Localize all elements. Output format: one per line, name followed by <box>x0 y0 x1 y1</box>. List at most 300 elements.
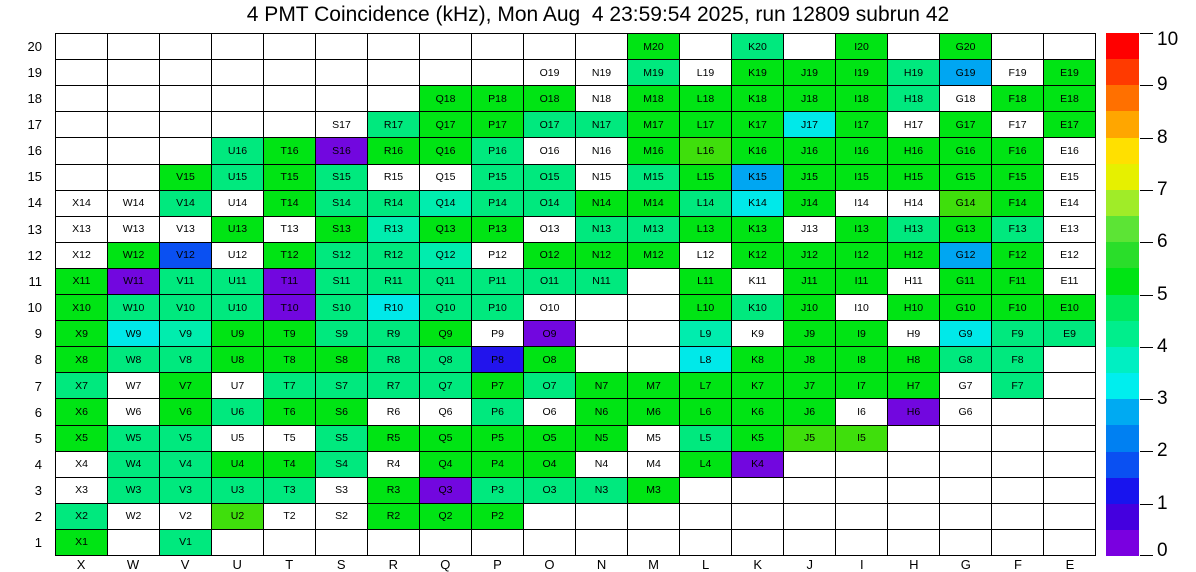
y-axis-tick-label: 11 <box>28 273 42 289</box>
grid-cell: V5 <box>160 426 212 452</box>
grid-cell: P17 <box>472 112 524 138</box>
grid-cell: H6 <box>888 399 940 425</box>
grid-cell: X8 <box>56 347 108 373</box>
grid-cell: R8 <box>368 347 420 373</box>
grid-cell: H19 <box>888 60 940 86</box>
grid-cell: E16 <box>1044 138 1096 164</box>
grid-cell: H14 <box>888 191 940 217</box>
grid-cell: W14 <box>108 191 160 217</box>
grid-cell: E13 <box>1044 217 1096 243</box>
grid-cell: X2 <box>56 504 108 530</box>
grid-cell: T8 <box>264 347 316 373</box>
grid-cell: G7 <box>940 373 992 399</box>
y-axis-tick-label: 16 <box>27 143 42 159</box>
grid-cell: W5 <box>108 426 160 452</box>
grid-cell: E12 <box>1044 243 1096 269</box>
grid-cell: M5 <box>628 426 680 452</box>
colorbar-tick <box>1140 33 1153 34</box>
grid-cell: J14 <box>784 191 836 217</box>
grid-cell: W13 <box>108 217 160 243</box>
grid-cell: L9 <box>680 321 732 347</box>
x-axis-tick-label: U <box>232 556 242 572</box>
y-axis-tick-label: 8 <box>34 352 42 368</box>
grid-cell: V9 <box>160 321 212 347</box>
grid-cell: N6 <box>576 399 628 425</box>
grid-cell <box>264 60 316 86</box>
grid-cell: K12 <box>732 243 784 269</box>
x-axis-tick-label: P <box>493 556 502 572</box>
grid-cell: E10 <box>1044 295 1096 321</box>
grid-cell: T4 <box>264 452 316 478</box>
grid-cell: K8 <box>732 347 784 373</box>
grid-cell: S4 <box>316 452 368 478</box>
grid-cell: G15 <box>940 165 992 191</box>
grid-cell: X10 <box>56 295 108 321</box>
grid-cell: E18 <box>1044 86 1096 112</box>
grid-cell: L15 <box>680 165 732 191</box>
grid-cell <box>212 86 264 112</box>
grid-cell: U8 <box>212 347 264 373</box>
colorbar-tick-label: 4 <box>1157 335 1168 357</box>
colorbar-band <box>1106 321 1139 347</box>
grid-cell: S5 <box>316 426 368 452</box>
grid-cell <box>888 426 940 452</box>
colorbar-tick <box>1140 347 1153 348</box>
grid-cell: U2 <box>212 504 264 530</box>
x-axis-column-labels <box>55 556 1096 572</box>
grid-cell: N15 <box>576 165 628 191</box>
grid-cell: J10 <box>784 295 836 321</box>
colorbar-tick-label: 5 <box>1157 283 1168 305</box>
colorbar-band <box>1106 425 1139 451</box>
grid-cell: J5 <box>784 426 836 452</box>
grid-cell: W10 <box>108 295 160 321</box>
grid-cell: S11 <box>316 269 368 295</box>
grid-cell: P14 <box>472 191 524 217</box>
grid-cell <box>160 86 212 112</box>
grid-cell: N18 <box>576 86 628 112</box>
grid-cell <box>420 530 472 556</box>
grid-cell: T9 <box>264 321 316 347</box>
grid-cell: G14 <box>940 191 992 217</box>
grid-cell: X12 <box>56 243 108 269</box>
grid-cell: P4 <box>472 452 524 478</box>
grid-cell: O3 <box>524 478 576 504</box>
grid-cell: P7 <box>472 373 524 399</box>
grid-cell <box>160 138 212 164</box>
grid-cell <box>472 34 524 60</box>
grid-cell: R5 <box>368 426 420 452</box>
grid-cell: Q18 <box>420 86 472 112</box>
grid-cell: F19 <box>992 60 1044 86</box>
grid-cell: P3 <box>472 478 524 504</box>
grid-cell <box>732 504 784 530</box>
grid-cell <box>368 530 420 556</box>
grid-cell: H12 <box>888 243 940 269</box>
x-axis-tick-label: O <box>544 556 555 572</box>
grid-cell: F14 <box>992 191 1044 217</box>
grid-cell: O7 <box>524 373 576 399</box>
grid-cell: W2 <box>108 504 160 530</box>
grid-cell: O12 <box>524 243 576 269</box>
grid-cell <box>264 530 316 556</box>
grid-cell: W8 <box>108 347 160 373</box>
x-axis-tick-label: F <box>1013 556 1022 572</box>
grid-cell <box>680 530 732 556</box>
grid-cell: R2 <box>368 504 420 530</box>
grid-cell <box>316 34 368 60</box>
grid-cell: T6 <box>264 399 316 425</box>
colorbar-tick <box>1140 85 1153 86</box>
y-axis-tick-label: 9 <box>34 326 42 342</box>
colorbar-band <box>1106 530 1139 556</box>
grid-cell: I5 <box>836 426 888 452</box>
grid-cell: H9 <box>888 321 940 347</box>
grid-cell: W3 <box>108 478 160 504</box>
grid-cell <box>628 269 680 295</box>
grid-cell <box>628 347 680 373</box>
grid-cell <box>836 530 888 556</box>
grid-cell <box>576 530 628 556</box>
grid-cell: M3 <box>628 478 680 504</box>
grid-cell: I13 <box>836 217 888 243</box>
grid-cell: U12 <box>212 243 264 269</box>
colorbar-tick-label: 8 <box>1157 126 1168 148</box>
grid-cell: R16 <box>368 138 420 164</box>
colorbar-band <box>1106 190 1139 216</box>
grid-cell: V14 <box>160 191 212 217</box>
grid-cell: M17 <box>628 112 680 138</box>
y-axis-tick-label: 1 <box>34 535 42 551</box>
grid-cell: J17 <box>784 112 836 138</box>
grid-cell: W6 <box>108 399 160 425</box>
grid-cell: F15 <box>992 165 1044 191</box>
grid-cell: U11 <box>212 269 264 295</box>
grid-cell: O10 <box>524 295 576 321</box>
grid-cell: N13 <box>576 217 628 243</box>
grid-cell: W9 <box>108 321 160 347</box>
grid-cell <box>420 60 472 86</box>
colorbar-band <box>1106 399 1139 425</box>
grid-cell: M6 <box>628 399 680 425</box>
colorbar-tick <box>1140 504 1153 505</box>
grid-cell: M19 <box>628 60 680 86</box>
colorbar-tick <box>1140 138 1153 139</box>
grid-cell: T12 <box>264 243 316 269</box>
grid-cell <box>1044 399 1096 425</box>
y-axis-tick-label: 17 <box>27 117 42 133</box>
grid-cell: L7 <box>680 373 732 399</box>
grid-cell: G18 <box>940 86 992 112</box>
grid-cell <box>160 112 212 138</box>
grid-cell: I7 <box>836 373 888 399</box>
grid-cell: F17 <box>992 112 1044 138</box>
grid-cell: T3 <box>264 478 316 504</box>
grid-cell: O9 <box>524 321 576 347</box>
grid-cell: R15 <box>368 165 420 191</box>
grid-cell <box>368 34 420 60</box>
grid-cell <box>628 504 680 530</box>
grid-cell: Q13 <box>420 217 472 243</box>
grid-cell <box>108 530 160 556</box>
grid-cell: G19 <box>940 60 992 86</box>
grid-cell: R3 <box>368 478 420 504</box>
grid-cell: G12 <box>940 243 992 269</box>
colorbar-band <box>1106 478 1139 504</box>
grid-cell: O14 <box>524 191 576 217</box>
grid-cell: N12 <box>576 243 628 269</box>
grid-cell: L5 <box>680 426 732 452</box>
grid-cell <box>992 426 1044 452</box>
grid-cell <box>992 530 1044 556</box>
grid-cell <box>576 295 628 321</box>
grid-cell: V3 <box>160 478 212 504</box>
colorbar-tick <box>1140 555 1153 556</box>
grid-cell: F16 <box>992 138 1044 164</box>
grid-cell: O5 <box>524 426 576 452</box>
grid-cell <box>264 112 316 138</box>
grid-cell <box>264 34 316 60</box>
grid-cell <box>992 34 1044 60</box>
grid-cell: V15 <box>160 165 212 191</box>
grid-cell: K19 <box>732 60 784 86</box>
grid-cell: L18 <box>680 86 732 112</box>
grid-cell: R9 <box>368 321 420 347</box>
grid-cell: N17 <box>576 112 628 138</box>
grid-cell <box>784 452 836 478</box>
colorbar-band <box>1106 242 1139 268</box>
grid-cell: O8 <box>524 347 576 373</box>
grid-cell: H11 <box>888 269 940 295</box>
grid-cell: T15 <box>264 165 316 191</box>
colorbar-tick <box>1140 399 1153 400</box>
grid-cell: J8 <box>784 347 836 373</box>
grid-cell <box>888 452 940 478</box>
grid-cell: I11 <box>836 269 888 295</box>
grid-cell: V10 <box>160 295 212 321</box>
grid-cell: K20 <box>732 34 784 60</box>
grid-cell: I10 <box>836 295 888 321</box>
grid-cell: H18 <box>888 86 940 112</box>
grid-cell <box>576 504 628 530</box>
grid-cell <box>1044 452 1096 478</box>
x-axis-tick-label: M <box>648 556 659 572</box>
y-axis-tick-label: 2 <box>34 509 42 525</box>
grid-cell: S12 <box>316 243 368 269</box>
grid-cell <box>160 34 212 60</box>
grid-cell: O18 <box>524 86 576 112</box>
grid-cell: F8 <box>992 347 1044 373</box>
x-axis-tick-label: N <box>596 556 607 572</box>
grid-cell: I17 <box>836 112 888 138</box>
grid-cell: F12 <box>992 243 1044 269</box>
grid-cell: Q8 <box>420 347 472 373</box>
grid-cell <box>108 34 160 60</box>
colorbar-band <box>1106 85 1139 111</box>
grid-cell: K11 <box>732 269 784 295</box>
grid-cell <box>108 86 160 112</box>
grid-cell <box>212 34 264 60</box>
grid-cell <box>992 478 1044 504</box>
grid-cell: E19 <box>1044 60 1096 86</box>
y-axis-tick-label: 10 <box>27 300 42 316</box>
grid-cell: N14 <box>576 191 628 217</box>
grid-cell: P10 <box>472 295 524 321</box>
grid-cell <box>888 34 940 60</box>
grid-cell: R10 <box>368 295 420 321</box>
grid-cell: S15 <box>316 165 368 191</box>
grid-cell: O4 <box>524 452 576 478</box>
x-axis-tick-label: Q <box>440 556 451 572</box>
grid-cell: O13 <box>524 217 576 243</box>
grid-cell: Q12 <box>420 243 472 269</box>
grid-cell: T14 <box>264 191 316 217</box>
grid-cell: F18 <box>992 86 1044 112</box>
grid-cell: G13 <box>940 217 992 243</box>
grid-cell: G16 <box>940 138 992 164</box>
grid-cell: I16 <box>836 138 888 164</box>
grid-cell <box>56 34 108 60</box>
x-axis-tick-label: L <box>702 556 710 572</box>
grid-cell: H10 <box>888 295 940 321</box>
grid-cell: R7 <box>368 373 420 399</box>
grid-cell: O17 <box>524 112 576 138</box>
grid-cell: U10 <box>212 295 264 321</box>
grid-cell <box>628 321 680 347</box>
grid-cell: V12 <box>160 243 212 269</box>
grid-cell <box>680 34 732 60</box>
grid-cell: J11 <box>784 269 836 295</box>
grid-cell: R17 <box>368 112 420 138</box>
grid-cell: Q11 <box>420 269 472 295</box>
grid-cell: M7 <box>628 373 680 399</box>
grid-cell: M4 <box>628 452 680 478</box>
grid-cell <box>992 399 1044 425</box>
grid-cell: E14 <box>1044 191 1096 217</box>
x-axis-tick-label: S <box>336 556 346 572</box>
grid-cell: O15 <box>524 165 576 191</box>
grid-cell: U15 <box>212 165 264 191</box>
grid-cell: E17 <box>1044 112 1096 138</box>
grid-cell: E9 <box>1044 321 1096 347</box>
grid-cell: U14 <box>212 191 264 217</box>
grid-cell: K7 <box>732 373 784 399</box>
grid-cell: F11 <box>992 269 1044 295</box>
grid-cell: S6 <box>316 399 368 425</box>
grid-cell: S2 <box>316 504 368 530</box>
grid-cell: S8 <box>316 347 368 373</box>
grid-cell <box>680 478 732 504</box>
grid-cell: J6 <box>784 399 836 425</box>
grid-cell: O16 <box>524 138 576 164</box>
grid-cell: H13 <box>888 217 940 243</box>
grid-cell <box>56 112 108 138</box>
y-axis-tick-label: 5 <box>34 430 42 446</box>
grid-cell: Q17 <box>420 112 472 138</box>
grid-cell <box>940 478 992 504</box>
grid-cell <box>1044 347 1096 373</box>
colorbar-band <box>1106 373 1139 399</box>
grid-cell: Q10 <box>420 295 472 321</box>
grid-cell: R13 <box>368 217 420 243</box>
grid-cell <box>524 34 576 60</box>
colorbar-tick-label: 0 <box>1157 540 1168 561</box>
grid-cell: P13 <box>472 217 524 243</box>
grid-cell <box>56 138 108 164</box>
grid-cell <box>940 530 992 556</box>
grid-cell <box>108 112 160 138</box>
grid-cell: V4 <box>160 452 212 478</box>
grid-cell <box>1044 478 1096 504</box>
grid-cell <box>940 452 992 478</box>
grid-cell: J15 <box>784 165 836 191</box>
grid-cell: P11 <box>472 269 524 295</box>
grid-cell: U5 <box>212 426 264 452</box>
grid-cell <box>784 530 836 556</box>
grid-cell: V8 <box>160 347 212 373</box>
y-axis-row-labels <box>0 33 46 556</box>
colorbar-band <box>1106 295 1139 321</box>
grid-cell <box>732 478 784 504</box>
grid-cell: P12 <box>472 243 524 269</box>
grid-cell: T5 <box>264 426 316 452</box>
colorbar-tick <box>1140 242 1153 243</box>
grid-cell: K5 <box>732 426 784 452</box>
grid-cell: Q9 <box>420 321 472 347</box>
colorbar-band <box>1106 111 1139 137</box>
grid-cell: P16 <box>472 138 524 164</box>
grid-cell: O19 <box>524 60 576 86</box>
grid-cell <box>576 321 628 347</box>
colorbar-band <box>1106 504 1139 530</box>
grid-cell <box>1044 34 1096 60</box>
grid-cell <box>628 530 680 556</box>
grid-cell: Q6 <box>420 399 472 425</box>
grid-cell: H16 <box>888 138 940 164</box>
grid-cell: X5 <box>56 426 108 452</box>
grid-cell: G8 <box>940 347 992 373</box>
grid-cell: J12 <box>784 243 836 269</box>
grid-cell: V7 <box>160 373 212 399</box>
grid-cell: P6 <box>472 399 524 425</box>
grid-cell: I8 <box>836 347 888 373</box>
y-axis-tick-label: 6 <box>34 404 42 420</box>
grid-cell: N4 <box>576 452 628 478</box>
grid-cell: G9 <box>940 321 992 347</box>
grid-cell: H15 <box>888 165 940 191</box>
colorbar-tick-label: 10 <box>1157 29 1179 50</box>
colorbar-tick-label: 3 <box>1157 388 1168 410</box>
colorbar-band <box>1106 452 1139 478</box>
grid-cell: Q7 <box>420 373 472 399</box>
colorbar-tick-label: 2 <box>1157 440 1168 462</box>
grid-cell <box>316 86 368 112</box>
grid-cell: S13 <box>316 217 368 243</box>
grid-cell: L17 <box>680 112 732 138</box>
grid-cell: L4 <box>680 452 732 478</box>
grid-cell: P2 <box>472 504 524 530</box>
grid-cell: K15 <box>732 165 784 191</box>
colorbar-band <box>1106 59 1139 85</box>
grid-cell <box>680 504 732 530</box>
grid-cell: W12 <box>108 243 160 269</box>
y-axis-tick-label: 4 <box>34 456 42 472</box>
grid-cell <box>576 347 628 373</box>
grid-cell <box>368 60 420 86</box>
grid-cell: Q14 <box>420 191 472 217</box>
y-axis-tick-label: 18 <box>27 90 42 106</box>
grid-cell <box>108 60 160 86</box>
